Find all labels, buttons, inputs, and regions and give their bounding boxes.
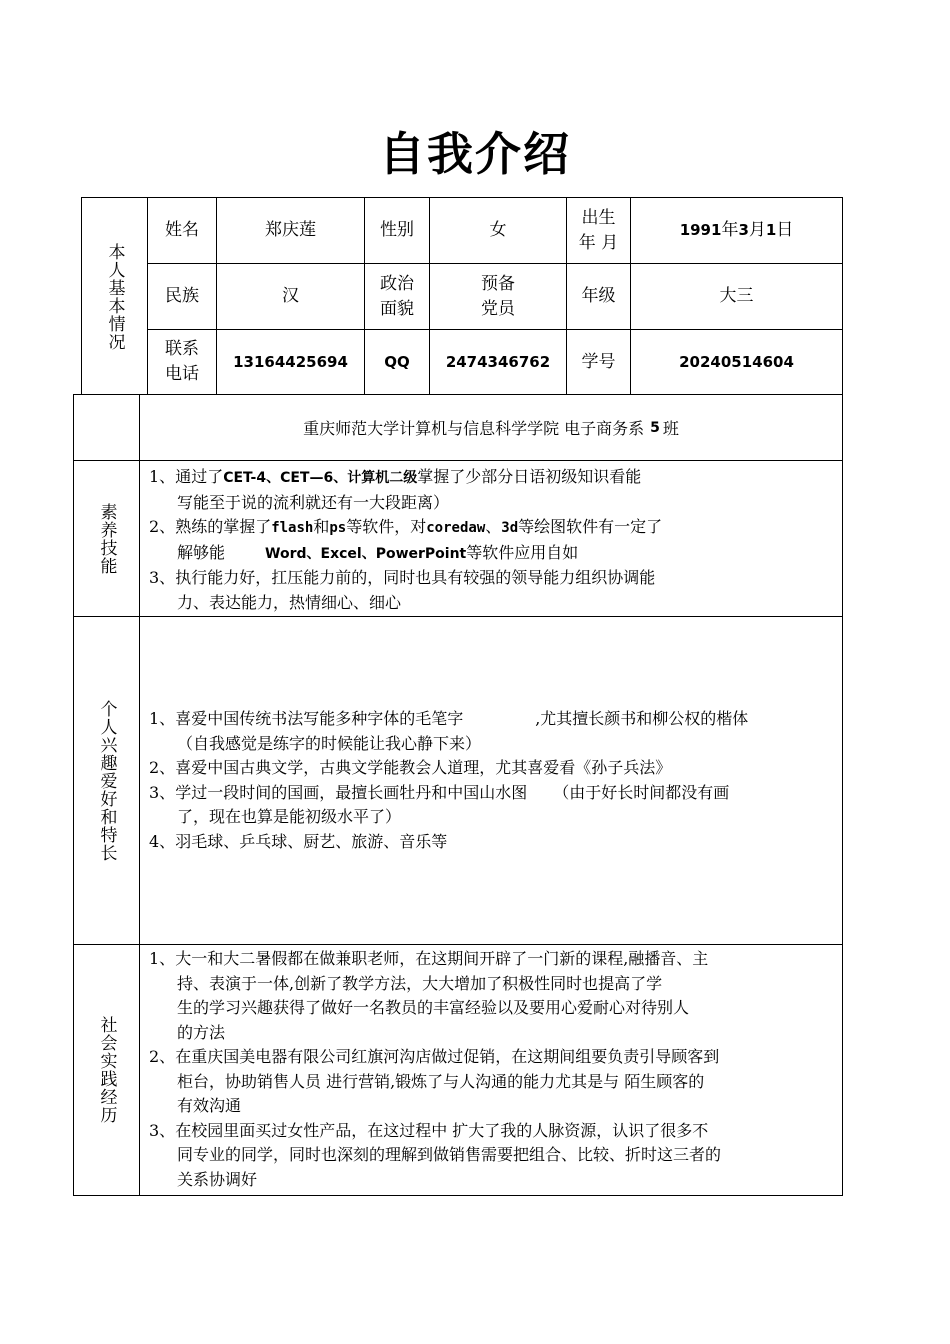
birth-value: 1991 年 3 月 1 日 bbox=[631, 198, 842, 264]
grade-value: 大三 bbox=[631, 264, 842, 330]
qq-value: 2474346762 bbox=[430, 330, 567, 394]
birth-label: 出生 年 月 bbox=[567, 198, 631, 264]
divider-skills bbox=[74, 616, 842, 617]
student-id-label: 学号 bbox=[567, 330, 631, 394]
practice-content bbox=[149, 947, 841, 1192]
hobby-item-4: 4、羽毛球、乒乓球、厨艺、旅游、音乐等 bbox=[149, 831, 448, 851]
ethnicity-value: 汉 bbox=[217, 264, 365, 330]
skills-label: 素养技能 bbox=[96, 502, 117, 575]
skill-item-3: 3、执行能力好，扛压能力前的，同时也具有较强的领导能力组织协调能 力、表达能力，热情细心、细心 bbox=[149, 568, 656, 612]
grade-label: 年级 bbox=[567, 264, 631, 330]
ethnicity-label: 民族 bbox=[148, 264, 217, 330]
practice-item-3: 3、在校园里面买过女性产品，在这过程中 扩大了我的人脉资源，认识了很多不 同专业的同学，同时也深刻的理解到做销售需要把组合、比较、折时这三者的 关系协调好 bbox=[149, 1120, 722, 1189]
practice-item-1: 1、大一和大二暑假都在做兼职老师，在这期间开辟了一门新的课程,融播音、主 持、表演于一体,创新了教学方法，大大增加了积极性同时也提高了学 生的学习兴趣获得了做好一名教员的丰富经验以及要用心爱耐心对待别人 的方法 bbox=[149, 949, 709, 1042]
practice-item-2: 2、在重庆国美电器有限公司红旗河沟店做过促销，在这期间组要负责引导顾客到 柜台，协助销售人员 进行营销,锻炼了与人沟通的能力尤其是与 陌生顾客的 有效沟通 bbox=[149, 1047, 720, 1115]
name-value: 郑庆莲 bbox=[217, 198, 365, 264]
political-label: 政治 面貌 bbox=[365, 264, 430, 330]
hobby-item-2: 2、喜爱中国古典文学，古典文学能教会人道理，尤其喜爱看《孙子兵法》 bbox=[149, 758, 672, 777]
divider-hobbies bbox=[74, 944, 842, 945]
hobbies-content bbox=[149, 707, 839, 854]
student-id-value: 20240514604 bbox=[679, 352, 794, 371]
name-label: 姓名 bbox=[148, 198, 217, 264]
practice-label: 社会实践经历 bbox=[96, 1016, 117, 1124]
hobbies-label: 个人兴趣爱好和特长 bbox=[96, 699, 117, 862]
basic-info-section-label: 本人基本情况 bbox=[82, 198, 148, 395]
phone-value: 13164425694 bbox=[217, 330, 365, 394]
gender-label: 性别 bbox=[365, 198, 430, 264]
phone-label: 联系 电话 bbox=[148, 330, 217, 394]
divider-school bbox=[74, 460, 842, 461]
page-title: 自我介绍 bbox=[379, 127, 571, 181]
detail-label-divider bbox=[139, 395, 140, 1195]
hobby-item-3: 3、学过一段时间的国画，最擅长画牡丹和中国山水图 （由于好长时间都没有画 了，现在也算是能初级水平了） bbox=[149, 782, 730, 826]
qq-label: QQ bbox=[365, 330, 430, 394]
school-class: 重庆师范大学计算机与信息科学学院 电子商务系 5 班 bbox=[303, 419, 679, 438]
skill-item-1: 1、通过了CET-4、CET—6、计算机二级掌握了少部分日语初级知识看能 写能至于说的流利就还有一大段距离） bbox=[149, 467, 642, 512]
skill-item-2: 2、熟练的掌握了flash和ps等软件，对coredaw、3d等绘图软件有一定了 解够能 Word、Excel、PowerPoint等软件应用自如 bbox=[149, 517, 663, 562]
basic-info-table bbox=[81, 197, 843, 395]
political-value: 预备 党员 bbox=[430, 264, 567, 330]
gender-value: 女 bbox=[430, 198, 567, 264]
hobby-item-1: 1、喜爱中国传统书法写能多种字体的毛笔字 ,尤其擅长颜书和柳公权的楷体 （自我感觉是练字的时候能让我心静下来） bbox=[149, 709, 749, 753]
skills-content bbox=[149, 465, 839, 615]
